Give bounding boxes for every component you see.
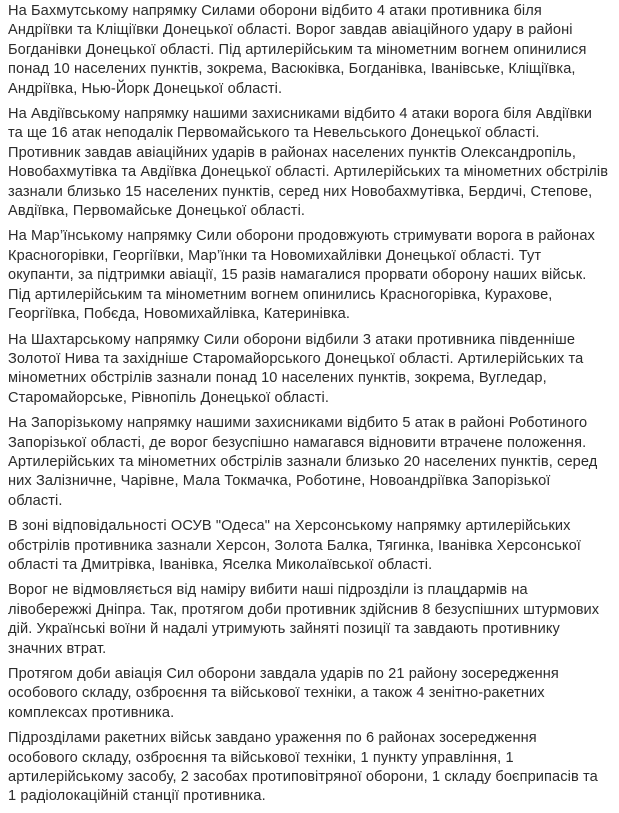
- paragraph-zaporizhzhia-direction: На Запорізькому напрямку нашими захисниками відбито 5 атак в районі Роботиного Запорізької області, де ворог безуспішно намагався відновити втрачене положення. Артилерійських та мінометних обстрілів зазнали близько 20 населених пунктів, серед них Залізничне, Чарівне, Мала Токмачка, Роботине, Новоандріївка Запорізької області.: [8, 415, 602, 509]
- paragraph-bakhmut-direction: На Бахмутському напрямку Силами оборони відбито 4 атаки противника біля Андріївки та Кліщіївки Донецької області. Ворог завдав авіаційного удару в районі Богданівки Донецької області. Під артилерійським та мінометним вогнем опинилися понад 10 населених пунктів, зокрема, Васюківка, Богданівка, Іванівське, Кліщіївка, Андріївка, Нью-Йорк Донецької області.: [8, 3, 591, 97]
- paragraph-marinka-direction: На Мар’їнському напрямку Сили оборони продовжують стримувати ворога в районах Красногорівки, Георгіївки, Мар’їнки та Новомихайлівки Донецької області. Тут окупанти, за підтримки авіації, 15 разів намагалися прорвати оборону наших військ. Під артилерійським та мінометним вогнем опинились Красногорівка, Курахове, Георгіївка, Побєда, Новомихайлівка, Катеринівка.: [8, 228, 600, 323]
- paragraph-kherson-direction: В зоні відповідальності ОСУВ "Одеса" на Херсонському напрямку артилерійських обстрілів противника зазнали Херсон, Золота Балка, Тягинка, Іванівка Херсонської області та Дмитрівка, Іванівка, Яселка Миколаївської області.: [8, 518, 586, 573]
- paragraph-aviation-strikes: Протягом доби авіація Сил оборони завдала ударів по 21 району зосередження особового складу, озброєння та військової техніки, а також 4 зенітно-ракетних комплексах противника.: [8, 666, 564, 721]
- paragraph-missile-forces-strikes: Підрозділами ракетних військ завдано ураження по 6 районах зосередження особового складу, озброєння та військової техніки, 1 пункту управління, 1 артилерійському засобу, 2 засобах протиповітряної оборони, 1 складу боєприпасів та 1 радіолокаційній станції противника.: [8, 730, 603, 805]
- paragraph-dnipro-left-bank: Ворог не відмовляється від наміру вибити наші підрозділи із плацдармів на лівобережжі Дніпра. Так, протягом доби противник здійснив 8 безуспішних штурмових дій. Українські воїни й надалі утримують зайняті позиції та завдають противнику значних втрат.: [8, 582, 604, 657]
- paragraph-avdiivka-direction: На Авдіївському напрямку нашими захисниками відбито 4 атаки ворога біля Авдіївки та ще 16 атак неподалік Первомайського та Невельського Донецької області. Противник завдав авіаційних ударів в районах населених пунктів Олександропіль, Новобахмутівка та Авдіївка Донецької області. Артилерійських та мінометних обстрілів зазнали близько 15 населених пунктів, серед них Новобахмутівка, Бердичі, Степове, Авдіївка, Первомайське Донецької області.: [8, 106, 613, 220]
- paragraph-shakhtarsk-direction: На Шахтарському напрямку Сили оборони відбили 3 атаки противника південніше Золотої Нива та західніше Старомайорського Донецької області. Артилерійських та мінометних обстрілів зазнали понад 10 населених пунктів, зокрема, Вугледар, Старомайорське, Рівнопіль Донецької області.: [8, 331, 588, 406]
